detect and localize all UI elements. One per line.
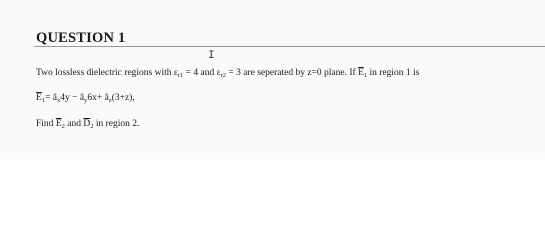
problem-statement-line: Two lossless dielectric regions with $\varepsilon_{r1} = 4$ and $\varepsilon_{r2} = 3$ are seperated by z=0 plane. If $\overline{E}_1$ in region 1 is <box>36 68 420 79</box>
vector-e: $\overline{E}$ <box>55 119 62 129</box>
vector-d: $\overline{D}$ <box>83 119 91 129</box>
heading-divider <box>34 46 545 47</box>
question-heading: QUESTION 1 <box>36 30 126 46</box>
task-line: Find $\overline{E}_2$ and $\overline{D}_2$ in region 2. <box>36 119 140 130</box>
vector-e: $\overline{E}$ <box>358 68 364 78</box>
field-equation-line: $\overline{E}_1=$ $â_x4y$ − $â_y6x+$ $â_z(3+z)$, <box>36 93 135 104</box>
vector-e: $\overline{E}$ <box>36 93 42 103</box>
text-cursor-icon: I <box>208 50 215 62</box>
